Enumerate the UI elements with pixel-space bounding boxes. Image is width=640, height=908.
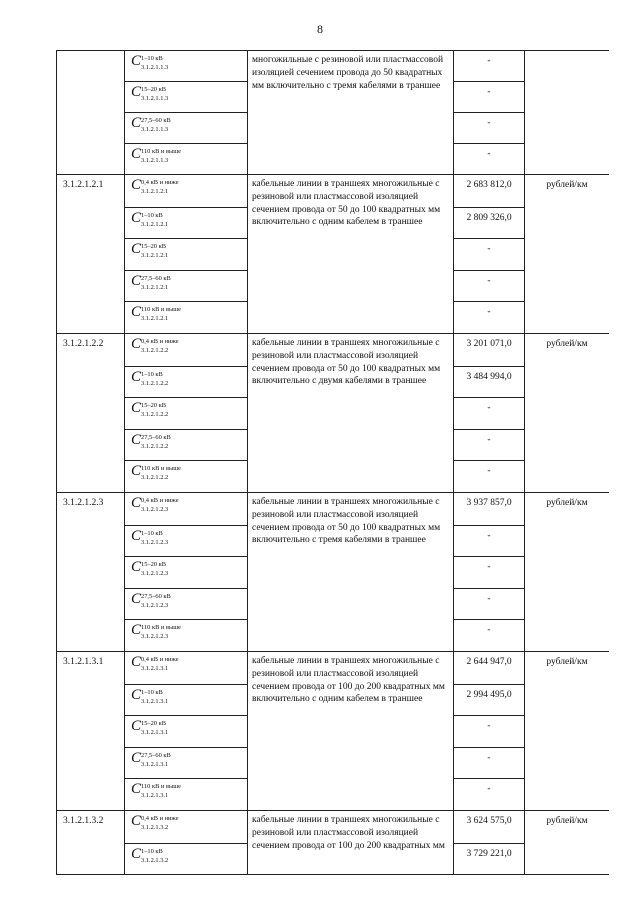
code-subscript: 3.1.2.1.2.3	[141, 506, 169, 513]
voltage-superscript: 27,5–60 кВ	[141, 593, 171, 600]
row-code-cell: 3.1.2.1.2.1	[57, 175, 125, 334]
table-row	[57, 811, 610, 844]
symbol-indices	[141, 86, 168, 103]
voltage-superscript: 15–20 кВ	[141, 561, 166, 568]
value-cell: 3 937 857,0	[454, 493, 525, 526]
code-subscript: 3.1.2.1.2.1	[141, 284, 169, 291]
symbol-indices	[141, 720, 168, 737]
symbol-letter: C	[131, 369, 142, 385]
tariff-symbol	[125, 398, 248, 430]
tariff-symbol	[125, 271, 248, 302]
value-cell: -	[454, 144, 525, 175]
description-cell: многожильные с резиновой или пластмассовой изоляцией сечением провода до 50 квадратных мм включительно с тремя кабелями в траншее	[248, 51, 454, 175]
voltage-superscript: 110 кВ и выше	[141, 783, 182, 790]
code-subscript: 3.1.2.1.2.1	[141, 221, 169, 228]
symbol-letter: C	[131, 84, 142, 100]
row-code-cell: 3.1.2.1.2.2	[57, 334, 125, 493]
symbol-indices	[141, 465, 181, 482]
symbol-letter: C	[131, 210, 142, 226]
tariff-symbol	[125, 557, 248, 589]
symbol-indices	[141, 689, 168, 706]
value-cell: -	[454, 461, 525, 493]
value-cell: -	[454, 430, 525, 461]
voltage-superscript: 27,5–60 кВ	[141, 434, 171, 441]
voltage-superscript: 1–10 кВ	[141, 689, 163, 696]
symbol-indices	[141, 402, 168, 419]
voltage-superscript: 0,4 кВ и ниже	[141, 179, 179, 186]
code-subscript: 3.1.2.1.1.3	[141, 157, 169, 164]
voltage-superscript: 0,4 кВ и ниже	[141, 656, 179, 663]
tariff-symbol	[125, 811, 248, 844]
value-cell: -	[454, 716, 525, 748]
table-row	[57, 652, 610, 685]
code-subscript: 3.1.2.1.2.3	[141, 539, 169, 546]
voltage-superscript: 110 кВ и выше	[141, 148, 182, 155]
tariff-symbol	[125, 334, 248, 367]
row-code-cell: 3.1.2.1.2.3	[57, 493, 125, 652]
code-subscript: 3.1.2.1.3.2	[141, 857, 169, 864]
symbol-letter: C	[131, 718, 142, 734]
value-cell: -	[454, 557, 525, 589]
tariff-symbol	[125, 779, 248, 811]
tariff-symbol	[125, 113, 248, 144]
symbol-letter: C	[131, 528, 142, 544]
symbol-indices	[141, 371, 168, 388]
voltage-superscript: 110 кВ и выше	[141, 306, 182, 313]
code-subscript: 3.1.2.1.2.1	[141, 188, 169, 195]
voltage-superscript: 0,4 кВ и ниже	[141, 815, 179, 822]
row-code-cell	[57, 51, 125, 175]
voltage-superscript: 15–20 кВ	[141, 243, 166, 250]
tariff-symbol	[125, 493, 248, 526]
table-row	[57, 51, 610, 82]
tariff-symbol	[125, 82, 248, 113]
value-cell: 3 201 071,0	[454, 334, 525, 367]
value-cell: -	[454, 239, 525, 271]
symbol-letter: C	[131, 273, 142, 289]
tariff-symbol	[125, 685, 248, 716]
voltage-superscript: 27,5–60 кВ	[141, 117, 171, 124]
tariff-symbol	[125, 526, 248, 557]
voltage-superscript: 1–10 кВ	[141, 848, 163, 855]
row-code-cell: 3.1.2.1.3.1	[57, 652, 125, 811]
tariff-symbol	[125, 239, 248, 271]
unit-cell: рублей/км	[525, 175, 610, 334]
symbol-letter: C	[131, 53, 142, 69]
symbol-letter: C	[131, 146, 142, 162]
code-subscript: 3.1.2.1.2.2	[141, 411, 169, 418]
symbol-letter: C	[131, 622, 142, 638]
symbol-indices	[141, 148, 181, 165]
value-cell: -	[454, 779, 525, 811]
tariff-symbol	[125, 430, 248, 461]
voltage-superscript: 15–20 кВ	[141, 86, 166, 93]
table-row	[57, 493, 610, 526]
unit-cell	[525, 51, 610, 175]
code-subscript: 3.1.2.1.2.1	[141, 252, 169, 259]
code-subscript: 3.1.2.1.2.3	[141, 633, 169, 640]
symbol-letter: C	[131, 750, 142, 766]
value-cell: -	[454, 526, 525, 557]
symbol-indices	[141, 752, 171, 769]
symbol-indices	[141, 179, 179, 196]
tariff-symbol	[125, 175, 248, 208]
value-cell: -	[454, 398, 525, 430]
symbol-indices	[141, 55, 168, 72]
symbol-indices	[141, 624, 181, 641]
symbol-letter: C	[131, 115, 142, 131]
value-cell: -	[454, 113, 525, 144]
symbol-indices	[141, 815, 179, 832]
tariff-symbol	[125, 716, 248, 748]
code-subscript: 3.1.2.1.3.1	[141, 729, 169, 736]
symbol-indices	[141, 117, 171, 134]
voltage-superscript: 1–10 кВ	[141, 530, 163, 537]
tariff-symbol	[125, 461, 248, 493]
code-subscript: 3.1.2.1.3.1	[141, 665, 169, 672]
symbol-indices	[141, 434, 171, 451]
value-cell: 2 809 326,0	[454, 208, 525, 239]
value-cell: 3 729 221,0	[454, 844, 525, 875]
symbol-indices	[141, 306, 181, 323]
symbol-letter: C	[131, 687, 142, 703]
symbol-letter: C	[131, 432, 142, 448]
value-cell: -	[454, 748, 525, 779]
voltage-superscript: 1–10 кВ	[141, 371, 163, 378]
value-cell: -	[454, 271, 525, 302]
description-cell: кабельные линии в траншеях многожильные с резиновой или пластмассовой изоляцией сечением провода от 50 до 100 квадратных мм включительно с двумя кабелями в траншее	[248, 334, 454, 493]
voltage-superscript: 15–20 кВ	[141, 720, 166, 727]
tariff-symbol	[125, 367, 248, 398]
code-subscript: 3.1.2.1.2.2	[141, 474, 169, 481]
symbol-indices	[141, 243, 168, 260]
symbol-letter: C	[131, 400, 142, 416]
symbol-indices	[141, 593, 171, 610]
symbol-indices	[141, 530, 168, 547]
row-code-cell: 3.1.2.1.3.2	[57, 811, 125, 875]
voltage-superscript: 1–10 кВ	[141, 55, 163, 62]
code-subscript: 3.1.2.1.2.3	[141, 602, 169, 609]
description-cell: кабельные линии в траншеях многожильные с резиновой или пластмассовой изоляцией сечением провода от 100 до 200 квадратных мм включительно с одним кабелем в траншее	[248, 652, 454, 811]
code-subscript: 3.1.2.1.2.3	[141, 570, 169, 577]
code-subscript: 3.1.2.1.2.2	[141, 380, 169, 387]
value-cell: 2 994 495,0	[454, 685, 525, 716]
value-cell: -	[454, 302, 525, 334]
symbol-indices	[141, 497, 179, 514]
value-cell: -	[454, 620, 525, 652]
unit-cell: рублей/км	[525, 334, 610, 493]
description-cell: кабельные линии в траншеях многожильные с резиновой или пластмассовой изоляцией сечением провода от 100 до 200 квадратных мм	[248, 811, 454, 875]
voltage-superscript: 0,4 кВ и ниже	[141, 338, 179, 345]
rates-table-wrapper	[56, 50, 609, 908]
tariff-symbol	[125, 208, 248, 239]
tariff-symbol	[125, 620, 248, 652]
code-subscript: 3.1.2.1.2.2	[141, 443, 169, 450]
code-subscript: 3.1.2.1.1.3	[141, 126, 169, 133]
symbol-letter: C	[131, 591, 142, 607]
unit-cell: рублей/км	[525, 652, 610, 811]
symbol-indices	[141, 848, 168, 865]
tariff-symbol	[125, 144, 248, 175]
symbol-indices	[141, 338, 179, 355]
voltage-superscript: 0,4 кВ и ниже	[141, 497, 179, 504]
code-subscript: 3.1.2.1.3.1	[141, 792, 169, 799]
voltage-superscript: 110 кВ и выше	[141, 624, 182, 631]
unit-cell: рублей/км	[525, 493, 610, 652]
symbol-indices	[141, 212, 168, 229]
symbol-letter: C	[131, 495, 142, 511]
rates-table	[56, 50, 609, 875]
voltage-superscript: 15–20 кВ	[141, 402, 166, 409]
voltage-superscript: 27,5–60 кВ	[141, 752, 171, 759]
description-cell: кабельные линии в траншеях многожильные с резиновой или пластмассовой изоляцией сечением провода от 50 до 100 квадратных мм включительно с тремя кабелями в траншее	[248, 493, 454, 652]
value-cell: -	[454, 589, 525, 620]
symbol-indices	[141, 275, 171, 292]
value-cell: -	[454, 82, 525, 113]
description-cell: кабельные линии в траншеях многожильные с резиновой или пластмассовой изоляцией сечением провода от 50 до 100 квадратных мм включительно с одним кабелем в траншее	[248, 175, 454, 334]
symbol-letter: C	[131, 846, 142, 862]
voltage-superscript: 110 кВ и выше	[141, 465, 182, 472]
unit-cell: рублей/км	[525, 811, 610, 875]
symbol-letter: C	[131, 559, 142, 575]
table-row	[57, 334, 610, 367]
page-number: 8	[317, 22, 323, 36]
value-cell: 2 644 947,0	[454, 652, 525, 685]
code-subscript: 3.1.2.1.3.2	[141, 824, 169, 831]
symbol-letter: C	[131, 177, 142, 193]
tariff-symbol	[125, 748, 248, 779]
tariff-symbol	[125, 652, 248, 685]
tariff-symbol	[125, 302, 248, 334]
voltage-superscript: 27,5–60 кВ	[141, 275, 171, 282]
tariff-symbol	[125, 844, 248, 875]
symbol-letter: C	[131, 336, 142, 352]
code-subscript: 3.1.2.1.3.1	[141, 698, 169, 705]
code-subscript: 3.1.2.1.1.3	[141, 64, 169, 71]
symbol-letter: C	[131, 463, 142, 479]
tariff-symbol	[125, 51, 248, 82]
symbol-letter: C	[131, 813, 142, 829]
rates-table-body	[57, 51, 610, 875]
code-subscript: 3.1.2.1.3.1	[141, 761, 169, 768]
value-cell: -	[454, 51, 525, 82]
symbol-letter: C	[131, 241, 142, 257]
value-cell: 3 624 575,0	[454, 811, 525, 844]
symbol-letter: C	[131, 654, 142, 670]
value-cell: 2 683 812,0	[454, 175, 525, 208]
code-subscript: 3.1.2.1.1.3	[141, 95, 169, 102]
tariff-symbol	[125, 589, 248, 620]
code-subscript: 3.1.2.1.2.2	[141, 347, 169, 354]
value-cell: 3 484 994,0	[454, 367, 525, 398]
symbol-letter: C	[131, 781, 142, 797]
symbol-indices	[141, 561, 168, 578]
symbol-indices	[141, 656, 179, 673]
symbol-letter: C	[131, 304, 142, 320]
table-row	[57, 175, 610, 208]
code-subscript: 3.1.2.1.2.1	[141, 315, 169, 322]
symbol-indices	[141, 783, 181, 800]
voltage-superscript: 1–10 кВ	[141, 212, 163, 219]
